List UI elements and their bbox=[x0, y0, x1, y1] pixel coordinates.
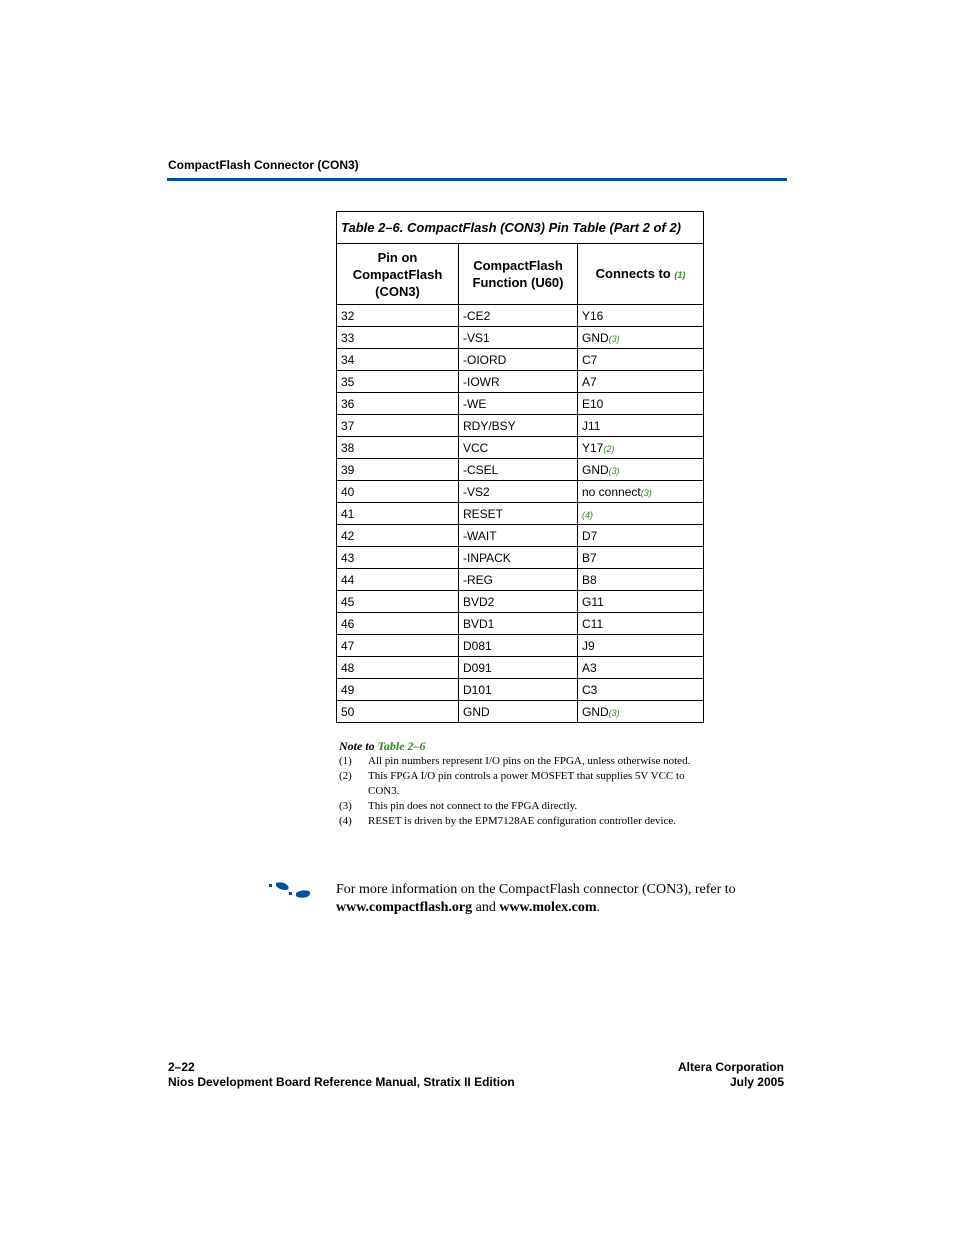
function-name: -IOWR bbox=[463, 374, 500, 389]
connects-value: C7 bbox=[582, 352, 598, 367]
function-name: -INPACK bbox=[463, 550, 511, 565]
pin-number: 37 bbox=[341, 418, 355, 433]
pin-number: 48 bbox=[341, 660, 355, 675]
table-row bbox=[337, 635, 704, 657]
table-row bbox=[337, 481, 704, 503]
function-name: RDY/BSY bbox=[463, 418, 516, 433]
note-item bbox=[339, 799, 709, 814]
function-cell bbox=[459, 657, 578, 679]
pin-number: 50 bbox=[341, 704, 355, 719]
pin-cell bbox=[337, 569, 459, 591]
connects-cell bbox=[578, 327, 704, 349]
col-header-connects bbox=[578, 244, 704, 305]
connects-cell bbox=[578, 371, 704, 393]
pin-number: 36 bbox=[341, 396, 355, 411]
table-notes bbox=[339, 739, 709, 829]
notes-title-prefix: Note to bbox=[339, 739, 378, 753]
connects-cell bbox=[578, 415, 704, 437]
table-row bbox=[337, 525, 704, 547]
footer-date: July 2005 bbox=[729, 1075, 784, 1089]
connects-cell bbox=[578, 679, 704, 701]
pin-number: 34 bbox=[341, 352, 355, 367]
pin-number: 39 bbox=[341, 462, 355, 477]
pin-cell bbox=[337, 437, 459, 459]
note-number: (4) bbox=[339, 815, 352, 827]
info-text-before: For more information on the CompactFlash connector (CON3), refer to bbox=[336, 882, 736, 897]
col-header-pin: Pin on CompactFlash (CON3) bbox=[337, 244, 459, 305]
note-item bbox=[339, 769, 709, 799]
pin-number: 35 bbox=[341, 374, 355, 389]
info-text-after: . bbox=[596, 900, 601, 915]
function-cell bbox=[459, 635, 578, 657]
function-name: -WAIT bbox=[463, 528, 497, 543]
function-cell bbox=[459, 349, 578, 371]
pin-cell bbox=[337, 349, 459, 371]
table-row bbox=[337, 657, 704, 679]
pin-cell bbox=[337, 481, 459, 503]
function-name: BVD1 bbox=[463, 616, 495, 631]
pin-number: 42 bbox=[341, 528, 355, 543]
note-text: All pin numbers represent I/O pins on the FPGA, unless otherwise noted. bbox=[368, 755, 691, 767]
pin-number: 38 bbox=[341, 440, 355, 455]
footer-manual-title: Nios Development Board Reference Manual, Stratix II Edition bbox=[168, 1075, 515, 1089]
connects-value: A7 bbox=[582, 374, 597, 389]
pin-number: 43 bbox=[341, 550, 355, 565]
table-row bbox=[337, 393, 704, 415]
function-name: -REG bbox=[463, 572, 493, 587]
function-name: -VS1 bbox=[463, 330, 490, 345]
function-cell bbox=[459, 547, 578, 569]
connects-cell bbox=[578, 613, 704, 635]
note-number: (2) bbox=[339, 770, 352, 782]
note-number: (3) bbox=[339, 800, 352, 812]
table-row bbox=[337, 547, 704, 569]
connects-value: G11 bbox=[582, 594, 604, 609]
function-cell bbox=[459, 393, 578, 415]
function-name: D081 bbox=[463, 638, 492, 653]
pin-number: 49 bbox=[341, 682, 355, 697]
footer-page-number: 2–22 bbox=[168, 1060, 195, 1074]
table-row bbox=[337, 327, 704, 349]
note-item bbox=[339, 754, 709, 769]
connects-cell bbox=[578, 591, 704, 613]
note-ref-link[interactable]: (4) bbox=[582, 509, 593, 520]
footsteps-icon bbox=[268, 880, 312, 900]
pin-cell bbox=[337, 415, 459, 437]
pin-cell bbox=[337, 371, 459, 393]
function-cell bbox=[459, 591, 578, 613]
connects-value: J11 bbox=[582, 418, 601, 433]
pin-number: 40 bbox=[341, 484, 355, 499]
pin-number: 32 bbox=[341, 308, 355, 323]
function-name: -CSEL bbox=[463, 462, 499, 477]
function-cell bbox=[459, 679, 578, 701]
pin-cell bbox=[337, 503, 459, 525]
connects-value: GND bbox=[582, 330, 609, 345]
connects-value: B7 bbox=[582, 550, 597, 565]
note-ref-link[interactable]: (3) bbox=[608, 333, 620, 344]
connects-value: B8 bbox=[582, 572, 597, 587]
table-caption: Table 2–6. CompactFlash (CON3) Pin Table (Part 2 of 2) bbox=[337, 212, 704, 244]
function-cell bbox=[459, 415, 578, 437]
function-cell bbox=[459, 701, 578, 723]
col-header-function: CompactFlash Function (U60) bbox=[459, 244, 578, 305]
note-ref-link[interactable]: (2) bbox=[603, 443, 615, 454]
note-item bbox=[339, 814, 709, 829]
table-row bbox=[337, 591, 704, 613]
function-cell bbox=[459, 525, 578, 547]
table-row bbox=[337, 415, 704, 437]
connects-cell bbox=[578, 701, 704, 723]
function-cell bbox=[459, 569, 578, 591]
connects-value: D7 bbox=[582, 528, 598, 543]
table-row bbox=[337, 679, 704, 701]
table-header-row bbox=[337, 244, 704, 305]
molex-link[interactable]: www.molex.com bbox=[499, 900, 597, 915]
pin-number: 41 bbox=[341, 506, 355, 521]
note-ref-link[interactable]: (3) bbox=[640, 487, 652, 498]
function-cell bbox=[459, 437, 578, 459]
pin-cell bbox=[337, 459, 459, 481]
note-text: This pin does not connect to the FPGA directly. bbox=[368, 800, 578, 812]
pin-cell bbox=[337, 547, 459, 569]
running-head: CompactFlash Connector (CON3) bbox=[168, 158, 359, 172]
connects-value: Y16 bbox=[582, 308, 604, 323]
function-name: RESET bbox=[463, 506, 504, 521]
table-row bbox=[337, 503, 704, 525]
table-caption-row bbox=[337, 212, 704, 244]
pin-cell bbox=[337, 305, 459, 327]
info-text-mid: and bbox=[472, 900, 500, 915]
pin-cell bbox=[337, 613, 459, 635]
function-name: -VS2 bbox=[463, 484, 490, 499]
function-name: -CE2 bbox=[463, 308, 491, 323]
connects-value: J9 bbox=[582, 638, 595, 653]
note-text: RESET is driven by the EPM7128AE configuration controller device. bbox=[368, 815, 677, 827]
table-row bbox=[337, 701, 704, 723]
pin-number: 33 bbox=[341, 330, 355, 345]
connects-cell bbox=[578, 349, 704, 371]
compactflash-link[interactable]: www.compactflash.org bbox=[336, 900, 473, 915]
connects-value: C11 bbox=[582, 616, 604, 631]
note-number: (1) bbox=[339, 755, 352, 767]
function-cell bbox=[459, 503, 578, 525]
connects-value: C3 bbox=[582, 682, 598, 697]
pin-cell bbox=[337, 701, 459, 723]
pin-number: 47 bbox=[341, 638, 355, 653]
pin-cell bbox=[337, 525, 459, 547]
pin-cell bbox=[337, 635, 459, 657]
function-name: BVD2 bbox=[463, 594, 495, 609]
function-name: D101 bbox=[463, 682, 492, 697]
function-cell bbox=[459, 327, 578, 349]
function-name: GND bbox=[463, 704, 490, 719]
footer-company: Altera Corporation bbox=[677, 1060, 784, 1074]
pin-number: 44 bbox=[341, 572, 355, 587]
connects-cell bbox=[578, 459, 704, 481]
connects-cell bbox=[578, 393, 704, 415]
info-paragraph bbox=[336, 881, 786, 917]
note-text: This FPGA I/O pin controls a power MOSFET that supplies 5V VCC to CON3. bbox=[368, 770, 685, 797]
pin-cell bbox=[337, 657, 459, 679]
note-ref-link[interactable]: (1) bbox=[674, 269, 686, 280]
function-name: D091 bbox=[463, 660, 492, 675]
connects-value: GND bbox=[582, 462, 609, 477]
pin-cell bbox=[337, 679, 459, 701]
function-cell bbox=[459, 305, 578, 327]
col-header-connects-label: Connects to bbox=[595, 265, 671, 281]
note-ref-link[interactable]: (3) bbox=[608, 465, 620, 476]
connects-cell bbox=[578, 305, 704, 327]
pin-table bbox=[336, 211, 704, 723]
pin-number: 46 bbox=[341, 616, 355, 631]
function-name: -OIORD bbox=[463, 352, 507, 367]
connects-cell bbox=[578, 569, 704, 591]
table-row bbox=[337, 349, 704, 371]
connects-value: no connect bbox=[582, 484, 641, 499]
connects-cell bbox=[578, 481, 704, 503]
connects-value: Y17 bbox=[582, 440, 604, 455]
table-row bbox=[337, 437, 704, 459]
function-cell bbox=[459, 481, 578, 503]
pin-number: 45 bbox=[341, 594, 355, 609]
function-cell bbox=[459, 613, 578, 635]
pin-cell bbox=[337, 591, 459, 613]
connects-value: GND bbox=[582, 704, 609, 719]
table-row bbox=[337, 569, 704, 591]
function-cell bbox=[459, 371, 578, 393]
table-row bbox=[337, 371, 704, 393]
note-ref-link[interactable]: (3) bbox=[608, 707, 620, 718]
notes-title bbox=[339, 739, 709, 754]
pin-cell bbox=[337, 327, 459, 349]
connects-cell bbox=[578, 503, 704, 525]
connects-cell bbox=[578, 547, 704, 569]
connects-cell bbox=[578, 657, 704, 679]
table-row bbox=[337, 613, 704, 635]
function-cell bbox=[459, 459, 578, 481]
connects-cell bbox=[578, 635, 704, 657]
connects-value: A3 bbox=[582, 660, 597, 675]
function-name: -WE bbox=[463, 396, 487, 411]
table-body bbox=[337, 305, 704, 723]
table-row bbox=[337, 459, 704, 481]
connects-cell bbox=[578, 525, 704, 547]
header-rule bbox=[167, 178, 787, 181]
table-row bbox=[337, 305, 704, 327]
function-name: VCC bbox=[463, 440, 489, 455]
connects-value: E10 bbox=[582, 396, 604, 411]
connects-cell bbox=[578, 437, 704, 459]
pin-cell bbox=[337, 393, 459, 415]
notes-table-link[interactable]: Table 2–6 bbox=[377, 739, 426, 753]
